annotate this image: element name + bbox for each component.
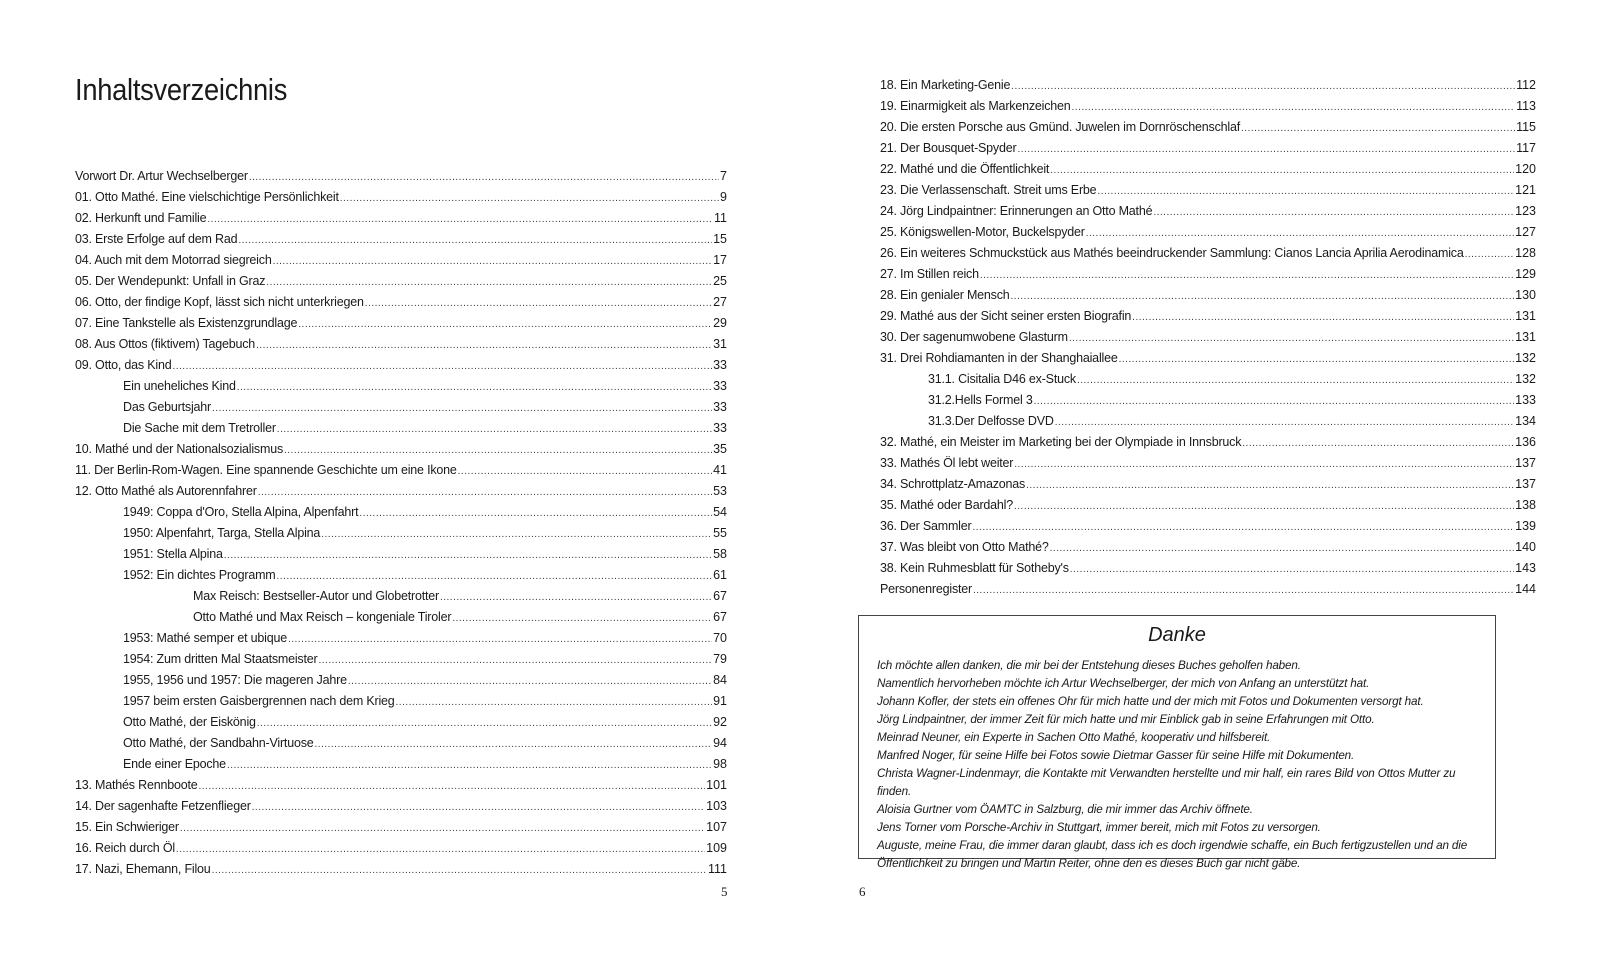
toc-entry [880,369,1536,390]
thanks-title: Danke [1148,624,1206,646]
toc-entry-title: Otto Mathé und Max Reisch – kongeniale Tiroler [193,610,452,624]
toc-dot-leader [273,251,713,272]
toc-entry [75,775,727,796]
toc-entry-title: 09. Otto, das Kind [75,358,172,372]
toc-entry [880,75,1536,96]
toc-entry [75,859,727,880]
toc-entry-title: Die Sache mit dem Tretroller [123,421,276,435]
toc-entry-title: 28. Ein genialer Mensch [880,288,1010,302]
toc-entry-page: 9 [720,190,727,204]
toc-entry-page: 112 [1516,78,1536,92]
toc-dot-leader [1050,160,1514,181]
toc-dot-leader [1055,412,1514,433]
toc-entry-page: 84 [713,673,727,687]
toc-entry [75,817,727,838]
toc-dot-leader [266,272,712,293]
page-number-left: 5 [721,884,728,899]
toc-dot-leader [224,545,712,566]
toc-entry-title: Das Geburtsjahr [123,400,212,414]
toc-entry-title: 37. Was bleibt von Otto Mathé? [880,540,1049,554]
toc-dot-leader [1132,307,1514,328]
toc-dot-leader [1086,223,1514,244]
toc-entry [880,264,1536,285]
toc-dot-leader [1072,97,1516,118]
toc-dot-leader [1242,433,1514,454]
toc-entry [880,180,1536,201]
toc-entry-title: 07. Eine Tankstelle als Existenzgrundlage [75,316,298,330]
toc-entry [75,544,727,565]
toc-entry-page: 15 [713,232,727,246]
toc-entry-title: 18. Ein Marketing-Genie [880,78,1011,92]
toc-entry-title: 13. Mathés Rennboote [75,778,198,792]
toc-dot-leader [972,517,1514,538]
toc-entry-title: 06. Otto, der findige Kopf, lässt sich nicht unterkriegen [75,295,364,309]
toc-entry-page: 137 [1515,477,1536,491]
toc-entry-page: 121 [1515,183,1536,197]
toc-entry-page: 33 [713,379,727,393]
toc-entry-page: 31 [713,337,727,351]
toc-entry [75,691,727,712]
toc-entry-title: 1957 beim ersten Gaisbergrennen nach dem Krieg [123,694,395,708]
toc-entry-page: 133 [1515,393,1536,407]
toc-entry-page: 137 [1515,456,1536,470]
toc-dot-leader [318,650,712,671]
toc-entry-page: 41 [713,463,727,477]
toc-entry [75,229,727,250]
toc-entry-title: Ein uneheliches Kind [123,379,236,393]
toc-entry-page: 134 [1515,414,1536,428]
toc-dot-leader [1026,475,1514,496]
toc-entry-title: Otto Mathé, der Sandbahn-Virtuose [123,736,314,750]
toc-entry-page: 33 [713,400,727,414]
toc-entry [75,313,727,334]
toc-entry-page: 131 [1515,330,1536,344]
toc-entry-title: 23. Die Verlassenschaft. Streit ums Erbe [880,183,1097,197]
toc-dot-leader [365,293,712,314]
toc-dot-leader [1034,391,1515,412]
toc-entry-title: 26. Ein weiteres Schmuckstück aus Mathés beeindruckender Sammlung: Cianos Lancia Aprilia Aerodinamica [880,246,1464,260]
toc-entry-page: 33 [713,358,727,372]
toc-entry [75,187,727,208]
toc-entry-title: Personenregister [880,582,972,596]
toc-entry [75,271,727,292]
right-page [800,0,1600,967]
toc-entry-title: 1955, 1956 und 1957: Die mageren Jahre [123,673,347,687]
toc-dot-leader [396,692,713,713]
toc-entry-page: 98 [713,757,727,771]
toc-dot-leader [172,356,712,377]
toc-entry-title: 24. Jörg Lindpaintner: Erinnerungen an Otto Mathé [880,204,1153,218]
toc-entry-title: 1952: Ein dichtes Programm [123,568,276,582]
toc-entry [75,481,727,502]
toc-entry-page: 27 [713,295,727,309]
toc-dot-leader [237,377,712,398]
toc-entry [880,390,1536,411]
toc-entry-title: 17. Nazi, Ehemann, Filou [75,862,211,876]
thanks-box [858,615,1496,870]
toc-dot-leader [252,797,705,818]
toc-entry [880,558,1536,579]
toc-entry [75,397,727,418]
toc-entry-title: 10. Mathé und der Nationalsozialismus [75,442,283,456]
toc-entry-title: 35. Mathé oder Bardahl? [880,498,1013,512]
toc-entry [75,376,727,397]
toc-dot-leader [207,209,713,230]
toc-entry-page: 111 [707,862,727,876]
toc-entry-page: 17 [713,253,727,267]
toc-entry-title: 16. Reich durch Öl [75,841,175,855]
toc-entry-page: 29 [713,316,727,330]
toc-entry [880,327,1536,348]
toc-entry-page: 131 [1515,309,1536,323]
toc-entry-page: 127 [1515,225,1536,239]
toc-entry-page: 113 [1516,99,1536,113]
toc-entry [75,166,727,187]
toc-entry [75,754,727,775]
toc-entry-page: 107 [706,820,727,834]
toc-dot-leader [980,265,1514,286]
toc-entry [75,607,727,628]
toc-dot-leader [277,419,712,440]
toc-entry [75,460,727,481]
toc-entry-page: 139 [1515,519,1536,533]
toc-dot-leader [227,755,712,776]
toc-dot-leader [258,482,712,503]
page-number-right: 6 [859,884,866,899]
toc-dot-leader [1241,118,1515,139]
toc-entry [880,495,1536,516]
toc-entry-title: 1953: Mathé semper et ubique [123,631,287,645]
toc-entry-title: 32. Mathé, ein Meister im Marketing bei der Olympiade in Innsbruck [880,435,1242,449]
toc-entry-page: 117 [1516,141,1536,155]
toc-entry-title: Otto Mathé, der Eiskönig [123,715,256,729]
toc-entry-page: 25 [713,274,727,288]
toc-entry [75,838,727,859]
toc-entry [75,250,727,271]
toc-dot-leader [298,314,712,335]
toc-entry [75,712,727,733]
toc-entry-title: 31.3.Der Delfosse DVD [928,414,1054,428]
toc-dot-leader [359,503,712,524]
toc-entry [880,138,1536,159]
toc-dot-leader [249,167,719,188]
toc-entry-page: 144 [1515,582,1536,596]
toc-entry [880,117,1536,138]
toc-entry-title: 29. Mathé aus der Sicht seiner ersten Biografin [880,309,1132,323]
toc-entry-title: 25. Königswellen-Motor, Buckelspyder [880,225,1085,239]
toc-entry [880,201,1536,222]
toc-list-left [75,166,727,880]
toc-entry-page: 92 [713,715,727,729]
toc-entry-page: 143 [1515,561,1536,575]
toc-entry [880,159,1536,180]
toc-dot-leader [180,818,705,839]
toc-entry-page: 67 [713,610,727,624]
toc-dot-leader [288,629,712,650]
toc-entry [75,502,727,523]
toc-entry-page: 128 [1515,246,1536,260]
toc-entry [75,733,727,754]
toc-entry [75,565,727,586]
toc-entry-page: 123 [1515,204,1536,218]
toc-dot-leader [340,188,719,209]
toc-dot-leader [1014,496,1514,517]
toc-dot-leader [277,566,713,587]
toc-entry [75,334,727,355]
toc-entry-title: 27. Im Stillen reich [880,267,979,281]
toc-entry-title: 12. Otto Mathé als Autorennfahrer [75,484,257,498]
toc-entry [880,516,1536,537]
toc-dot-leader [315,734,713,755]
toc-entry [880,579,1536,600]
toc-list-right [880,75,1536,600]
toc-entry-title: 31.2.Hells Formel 3 [928,393,1033,407]
toc-entry [75,670,727,691]
toc-entry-page: 140 [1515,540,1536,554]
toc-entry-page: 35 [713,442,727,456]
toc-dot-leader [458,461,712,482]
toc-entry-title: 1950: Alpenfahrt, Targa, Stella Alpina [123,526,321,540]
toc-entry [75,523,727,544]
toc-entry [75,292,727,313]
thanks-text: Ich möchte allen danken, die mir bei der Entstehung dieses Buches geholfen haben. Namentlich hervorheben möchte ich Artur Wechselberger, der mich von Anfang an unterstützt hat. Johann Kofler, der stets ein offenes Ohr für mich hatte und der mich mit Fotos und Dokumenten versorgt hat. Jörg Lindpaintner, der immer Zeit für mich hatte und mir Einblick gab in seine Erfahrungen mit Otto. Meinrad Neuner, ein Experte in Sachen Otto Mathé, kooperativ und hilfsbereit. Manfred Noger, für seine Hilfe bei Fotos sowie Dietmar Gasser für seine Hilfe mit Dokumenten. Christa Wagner-Lindenmayr, die Kontakte mit Verwandten herstellte und mir half, ein rares Bild von Ottos Mutter zu finden. Aloisia Gurtner vom ÖAMTC in Salzburg, die mir immer das Archiv öffnete. Jens Torner vom Porsche-Archiv in Stuttgart, immer bereit, mich mit Fotos zu versorgen. Auguste, meine Frau, die immer daran glaubt, dass ich es doch irgendwie schaffe, ein Buch fertigzustellen und an die Öffentlichkeit zu bringen und Martin Reiter, ohne den es dieses Buch gar nicht gäbe. [877,659,1468,870]
toc-entry-page: 138 [1515,498,1536,512]
toc-entry-page: 132 [1515,351,1536,365]
toc-entry-title: 1954: Zum dritten Mal Staatsmeister [123,652,318,666]
toc-entry-page: 67 [713,589,727,603]
toc-dot-leader [1153,202,1514,223]
toc-entry-title: 31.1. Cisitalia D46 ex-Stuck [928,372,1076,386]
toc-entry-page: 109 [706,841,727,855]
toc-entry [75,355,727,376]
toc-entry-page: 129 [1515,267,1536,281]
toc-dot-leader [1070,559,1514,580]
toc-entry-page: 120 [1515,162,1536,176]
toc-dot-leader [321,524,712,545]
toc-dot-leader [1017,139,1515,160]
toc-entry-title: 15. Ein Schwieriger [75,820,179,834]
toc-entry-page: 136 [1515,435,1536,449]
toc-dot-leader [256,335,712,356]
toc-dot-leader [212,398,712,419]
toc-entry-page: 11 [714,211,727,225]
toc-entry [880,432,1536,453]
toc-entry-page: 91 [713,694,727,708]
toc-dot-leader [257,713,712,734]
toc-dot-leader [1069,328,1514,349]
toc-entry-page: 103 [706,799,727,813]
toc-dot-leader [973,580,1514,601]
toc-entry-title: 14. Der sagenhafte Fetzenflieger [75,799,251,813]
toc-entry-title: 1951: Stella Alpina [123,547,223,561]
toc-entry [75,649,727,670]
toc-dot-leader [284,440,712,461]
toc-entry-title: Vorwort Dr. Artur Wechselberger [75,169,248,183]
toc-dot-leader [1097,181,1514,202]
toc-entry [880,411,1536,432]
toc-entry-page: 94 [713,736,727,750]
toc-entry [75,586,727,607]
toc-entry [75,439,727,460]
toc-entry-title: 03. Erste Erfolge auf dem Rad [75,232,238,246]
toc-entry [880,453,1536,474]
toc-entry-title: Ende einer Epoche [123,757,226,771]
toc-entry-page: 101 [706,778,727,792]
toc-dot-leader [198,776,705,797]
toc-entry-title: 30. Der sagenumwobene Glasturm [880,330,1068,344]
toc-entry-title: Max Reisch: Bestseller-Autor und Globetrotter [193,589,439,603]
toc-entry-page: 70 [713,631,727,645]
toc-entry-page: 55 [713,526,727,540]
toc-dot-leader [440,587,712,608]
toc-entry-title: 08. Aus Ottos (fiktivem) Tagebuch [75,337,256,351]
toc-entry-title: 31. Drei Rohdiamanten in der Shanghaiallee [880,351,1118,365]
toc-dot-leader [238,230,712,251]
toc-entry [880,285,1536,306]
toc-dot-leader [1119,349,1515,370]
toc-entry-page: 132 [1515,372,1536,386]
toc-dot-leader [1011,286,1515,307]
toc-dot-leader [176,839,705,860]
toc-dot-leader [1014,454,1514,475]
toc-entry-page: 53 [713,484,727,498]
toc-entry [75,208,727,229]
toc-entry-title: 21. Der Bousquet-Spyder [880,141,1017,155]
toc-entry-page: 7 [720,169,727,183]
toc-entry-title: 19. Einarmigkeit als Markenzeichen [880,99,1071,113]
toc-entry [75,796,727,817]
toc-entry-title: 38. Kein Ruhmesblatt für Sotheby's [880,561,1069,575]
toc-entry [75,418,727,439]
page-title: Inhaltsverzeichnis [75,72,288,107]
toc-entry [880,474,1536,495]
toc-dot-leader [452,608,712,629]
toc-entry [880,348,1536,369]
toc-entry-title: 36. Der Sammler [880,519,972,533]
toc-entry-title: 02. Herkunft und Familie [75,211,207,225]
toc-dot-leader [1011,76,1515,97]
toc-entry-title: 34. Schrottplatz-Amazonas [880,477,1026,491]
toc-entry-title: 01. Otto Mathé. Eine vielschichtige Persönlichkeit [75,190,339,204]
toc-entry-title: 22. Mathé und die Öffentlichkeit [880,162,1050,176]
toc-entry-page: 79 [713,652,727,666]
toc-entry [880,243,1536,264]
toc-entry [75,628,727,649]
toc-entry-page: 61 [713,568,727,582]
toc-dot-leader [212,860,707,881]
toc-dot-leader [1050,538,1515,559]
toc-entry [880,96,1536,117]
toc-entry-page: 54 [713,505,727,519]
toc-entry-page: 130 [1515,288,1536,302]
toc-entry-title: 05. Der Wendepunkt: Unfall in Graz [75,274,266,288]
toc-dot-leader [1077,370,1514,391]
toc-entry [880,306,1536,327]
toc-entry-title: 04. Auch mit dem Motorrad siegreich [75,253,272,267]
toc-entry-page: 33 [713,421,727,435]
toc-entry-title: 1949: Coppa d'Oro, Stella Alpina, Alpenfahrt [123,505,359,519]
toc-entry-title: 11. Der Berlin-Rom-Wagen. Eine spannende Geschichte um eine Ikone [75,463,457,477]
toc-dot-leader [348,671,712,692]
toc-entry-page: 115 [1516,120,1536,134]
toc-entry-title: 33. Mathés Öl lebt weiter [880,456,1014,470]
toc-entry [880,537,1536,558]
toc-entry-page: 58 [713,547,727,561]
toc-dot-leader [1465,244,1515,265]
toc-entry [880,222,1536,243]
toc-entry-title: 20. Die ersten Porsche aus Gmünd. Juwelen im Dornröschenschlaf [880,120,1241,134]
